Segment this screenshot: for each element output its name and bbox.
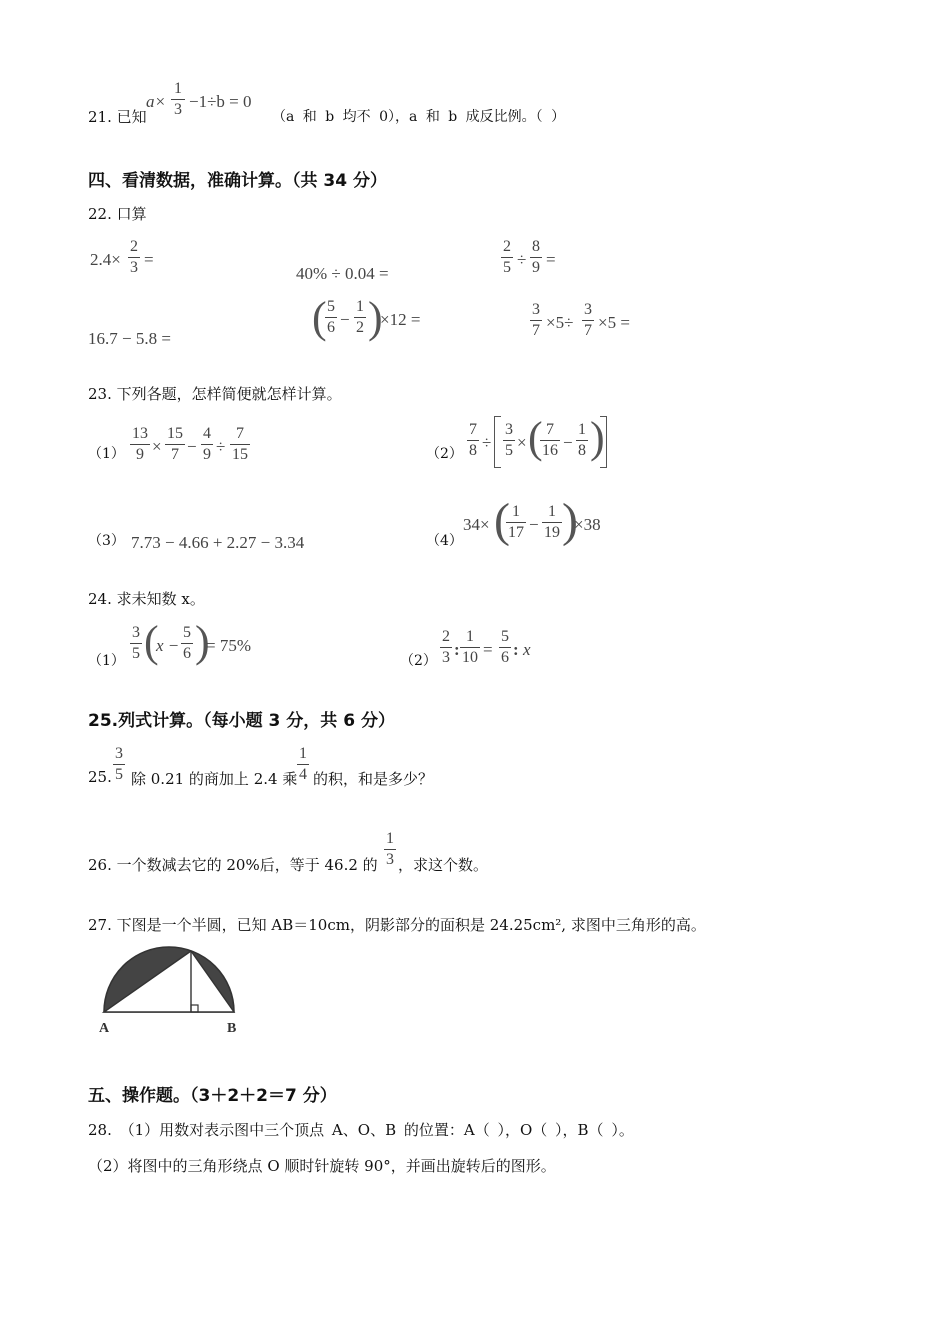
q22-item4: 16.7 − 5.8 = (88, 329, 171, 348)
q21-fraction: 1 3 (171, 80, 185, 119)
q22-item6-mid: ×5÷ (546, 313, 574, 332)
q23-e4-right-paren: ) (562, 494, 578, 547)
q28-line1: 28. （1）用数对表示图中三个顶点 A、O、B 的位置：A（ ），O（ ），B（ ）。 (88, 1121, 634, 1139)
q23-e2-right-paren: ) (590, 413, 605, 462)
point-b-label: B (227, 1021, 237, 1036)
q23-e4-left-paren: ( (494, 494, 510, 547)
q27-text: 27. 下图是一个半圆，已知 AB＝10cm，阴影部分的面积是 24.25cm², 求图中三角形的高。 (88, 916, 706, 934)
q23-e2-op3: − (563, 433, 573, 452)
q23-e4-frac-b: 1 19 (544, 503, 560, 541)
q23-e2-frac-b: 3 5 (505, 421, 513, 459)
q23-e1-frac-b: 15 7 (167, 425, 183, 463)
q23-label: 23. 下列各题，怎样简便就怎样计算。 (88, 385, 342, 403)
q23-e2-left-paren: ( (528, 413, 543, 462)
q23-e4-op: − (529, 515, 539, 534)
q22-item3-suffix: = (546, 250, 556, 269)
q22-item5-fraction2: 1 2 (356, 298, 364, 336)
q23-e1-frac-c: 4 9 (203, 425, 211, 463)
q22-item5-op: − (340, 310, 350, 329)
q23-e1-op1: × (152, 437, 162, 456)
q23-e4-post: ×38 (574, 515, 601, 534)
q23-e4-pre: 34× (463, 515, 490, 534)
q24-part1-label: （1） (88, 653, 125, 669)
q21-formula-a: a× (146, 92, 166, 111)
q23-part1-label: （1） (88, 446, 125, 462)
q25-fraction1: 3 5 (115, 745, 123, 783)
q23-e2-right-bracket (600, 416, 607, 468)
q24-e1-rhs: = 75% (206, 636, 251, 655)
q28-line2: （2）将图中的三角形绕点 O 顺时针旋转 90°，并画出旋转后的图形。 (88, 1157, 556, 1175)
semicircle-figure (94, 945, 244, 1037)
q23-e1-op3: ÷ (216, 437, 226, 456)
q24-e2-colon2: : (513, 640, 519, 659)
q21-formula-rest: −1÷b = 0 (189, 92, 252, 111)
q22-item3-fraction1: 2 5 (503, 238, 511, 276)
q24-e1-frac-b: 5 6 (183, 624, 191, 662)
q25-number: 25. (88, 768, 112, 786)
q26-text2: ，求这个数。 (398, 856, 489, 874)
point-a-label: A (99, 1021, 110, 1036)
q24-e2-x: x (523, 640, 531, 659)
q22-item5-suffix: ×12 = (380, 310, 421, 329)
q22-item6-fraction1: 3 7 (532, 301, 540, 339)
q24-e1-right-paren: ) (195, 617, 210, 666)
q22-label: 22. 口算 (88, 205, 147, 223)
section-5-heading: 五、操作题。（3＋2＋2＝7 分） (88, 1086, 337, 1106)
q22-item3-fraction2: 8 9 (532, 238, 540, 276)
q22-item1-suffix: = (144, 250, 154, 269)
q22-item1-fraction: 2 3 (130, 238, 138, 276)
q25-fraction2: 1 4 (299, 745, 307, 783)
q22-item6-suffix: ×5 = (598, 313, 630, 332)
q21-tail: （a 和 b 均不 0），a 和 b 成反比例。（ ） (272, 109, 566, 125)
q24-e2-eq: = (483, 640, 493, 659)
q23-e1-op2: − (187, 437, 197, 456)
q23-e1-frac-d: 7 15 (232, 425, 248, 463)
q24-e1-x: x − (156, 636, 180, 655)
q22-item5-fraction1: 5 6 (327, 298, 335, 336)
q22-item1-prefix: 2.4× (90, 250, 121, 269)
q23-e1-frac-a: 13 9 (132, 425, 148, 463)
q24-e2-frac-c: 5 6 (501, 628, 509, 666)
q22-item3-op: ÷ (517, 250, 527, 269)
q25-text1: 除 0.21 的商加上 2.4 乘 (131, 770, 298, 788)
q24-label: 24. 求未知数 x。 (88, 590, 205, 608)
q23-e2-frac-c: 7 16 (542, 421, 558, 459)
q25-text2: 的积，和是多少？ (313, 770, 434, 788)
q23-part2-label: （2） (426, 446, 463, 462)
q22-item5-right-paren: ) (368, 293, 383, 342)
q26-fraction: 1 3 (386, 830, 394, 868)
q24-e2-colon1: : (454, 640, 460, 659)
q24-part2-label: （2） (400, 653, 437, 669)
q24-e1-frac-a: 3 5 (132, 624, 140, 662)
q23-e2-frac-a: 7 8 (469, 421, 477, 459)
q22-item2: 40% ÷ 0.04 = (296, 264, 389, 283)
q23-e3: 7.73 − 4.66 + 2.27 − 3.34 (131, 533, 305, 552)
q23-part4-label: （4） (426, 533, 463, 549)
q24-e2-frac-a: 2 3 (442, 628, 450, 666)
q24-e2-frac-b: 1 10 (462, 628, 478, 666)
q23-e2-op2: × (517, 433, 527, 452)
q23-e2-op1: ÷ (482, 433, 492, 452)
q23-part3-label: （3） (88, 533, 125, 549)
q26-text1: 26. 一个数减去它的 20%后，等于 46.2 的 (88, 856, 378, 874)
q22-item6-fraction2: 3 7 (584, 301, 592, 339)
q21-number: 21. 已知 (88, 108, 147, 126)
section-25-heading: 25.列式计算。（每小题 3 分，共 6 分） (88, 711, 395, 731)
q23-e2-left-bracket (494, 416, 501, 468)
q23-e4-frac-a: 1 17 (508, 503, 524, 541)
q24-e1-left-paren: ( (144, 617, 159, 666)
q22-item5-left-paren: ( (312, 293, 327, 342)
section-4-heading: 四、看清数据，准确计算。（共 34 分） (88, 171, 387, 191)
q23-e2-frac-d: 1 8 (578, 421, 586, 459)
